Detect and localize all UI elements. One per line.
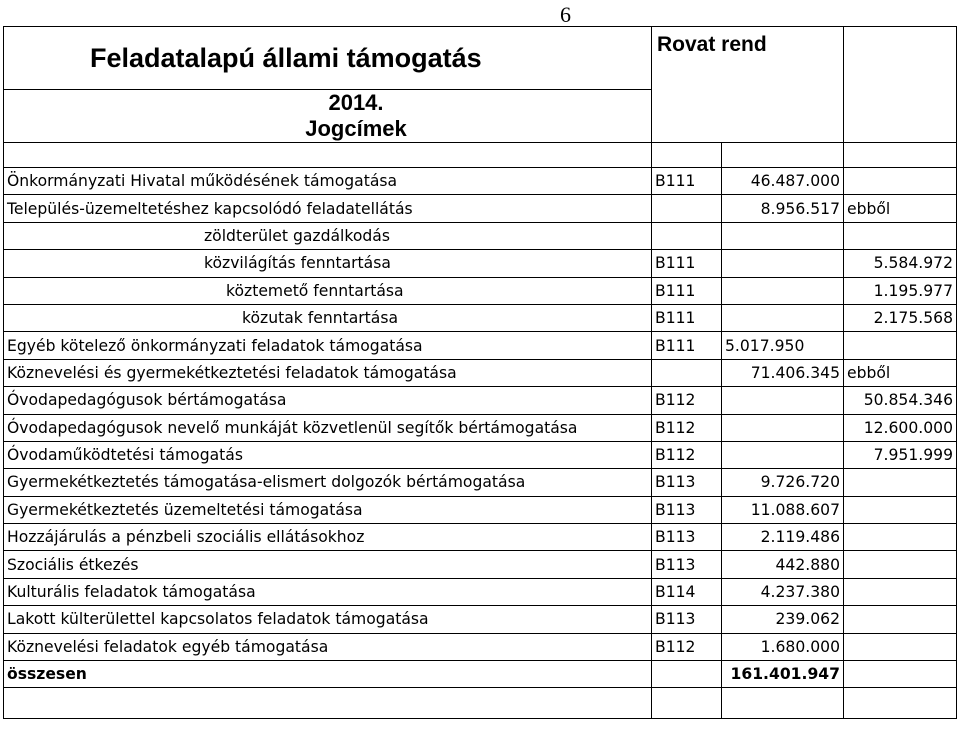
row-sub-amount: 12.600.000 — [844, 414, 957, 441]
row-code: B113 — [652, 469, 722, 496]
row-name: Óvodaműködtetési támogatás — [4, 441, 652, 468]
table-row — [4, 168, 957, 195]
row-name: Lakott külterülettel kapcsolatos feladatok támogatása — [4, 606, 652, 633]
table-row — [4, 222, 957, 249]
row-amount: 4.237.380 — [722, 578, 844, 605]
row-amount: 2.119.486 — [722, 524, 844, 551]
row-sub-amount: 5.584.972 — [844, 250, 957, 277]
row-amount — [722, 441, 844, 468]
row-sub-amount — [844, 469, 957, 496]
table-title: Feladatalapú állami támogatás — [4, 27, 652, 90]
row-sub-amount — [844, 661, 957, 688]
row-sub-amount: 1.195.977 — [844, 277, 957, 304]
row-name: Település-üzemeltetéshez kapcsolódó feladatellátás — [4, 195, 652, 222]
row-amount — [722, 304, 844, 331]
row-amount: 1.680.000 — [722, 633, 844, 660]
row-sub-amount — [844, 606, 957, 633]
table-row — [4, 195, 957, 222]
table-row — [4, 606, 957, 633]
total-label: összesen — [4, 661, 652, 688]
row-name: közvilágítás fenntartása — [4, 250, 652, 277]
row-amount — [722, 250, 844, 277]
row-code: B112 — [652, 441, 722, 468]
table-row — [4, 304, 957, 331]
row-amount: 5.017.950 — [722, 332, 844, 359]
year-label: 2014. — [328, 90, 384, 115]
row-name: zöldterület gazdálkodás — [4, 222, 652, 249]
table-row — [4, 496, 957, 523]
row-code: B112 — [652, 414, 722, 441]
row-sub-amount — [844, 222, 957, 249]
row-amount — [722, 277, 844, 304]
row-amount: 71.406.345 — [722, 359, 844, 386]
table-row — [4, 277, 957, 304]
row-sub-amount: 7.951.999 — [844, 441, 957, 468]
table-row — [4, 633, 957, 660]
row-name: Önkormányzati Hivatal működésének támogatása — [4, 168, 652, 195]
row-code — [652, 359, 722, 386]
row-sub-amount — [844, 551, 957, 578]
row-amount — [722, 387, 844, 414]
row-sub-amount — [844, 578, 957, 605]
row-code: B112 — [652, 387, 722, 414]
table-row — [4, 441, 957, 468]
table-row — [4, 250, 957, 277]
row-name: Óvodapedagógusok nevelő munkáját közvetlenül segítők bértámogatása — [4, 414, 652, 441]
table-row — [4, 551, 957, 578]
row-note: ebből — [844, 195, 957, 222]
empty-row — [4, 688, 957, 719]
table-row — [4, 578, 957, 605]
row-name: Gyermekétkeztetés támogatása-elismert dolgozók bértámogatása — [4, 469, 652, 496]
row-code: B111 — [652, 168, 722, 195]
row-code: B113 — [652, 496, 722, 523]
row-note: ebből — [844, 359, 957, 386]
table-row — [4, 524, 957, 551]
rovat-rend-header: Rovat rend — [652, 27, 844, 143]
row-sub-amount — [844, 168, 957, 195]
row-amount: 9.726.720 — [722, 469, 844, 496]
header-row-title — [4, 27, 957, 90]
row-amount: 239.062 — [722, 606, 844, 633]
total-amount: 161.401.947 — [722, 661, 844, 688]
row-amount: 11.088.607 — [722, 496, 844, 523]
page-number: 6 — [560, 2, 571, 27]
row-sub-amount — [844, 633, 957, 660]
table-row — [4, 469, 957, 496]
table-row — [4, 414, 957, 441]
row-sub-amount — [844, 496, 957, 523]
row-code: B113 — [652, 551, 722, 578]
row-name: Kulturális feladatok támogatása — [4, 578, 652, 605]
row-sub-amount: 50.854.346 — [844, 387, 957, 414]
year-and-label — [4, 90, 652, 143]
row-sub-amount — [844, 524, 957, 551]
row-name: köztemető fenntartása — [4, 277, 652, 304]
row-amount — [722, 414, 844, 441]
row-code: B111 — [652, 304, 722, 331]
table-row — [4, 387, 957, 414]
row-name: Köznevelési és gyermekétkeztetési feladatok támogatása — [4, 359, 652, 386]
row-name: Óvodapedagógusok bértámogatása — [4, 387, 652, 414]
row-name: Egyéb kötelező önkormányzati feladatok támogatása — [4, 332, 652, 359]
row-code — [652, 222, 722, 249]
row-code: B112 — [652, 633, 722, 660]
row-code: B111 — [652, 332, 722, 359]
row-amount: 8.956.517 — [722, 195, 844, 222]
spacer-row — [4, 143, 957, 168]
row-name: Köznevelési feladatok egyéb támogatása — [4, 633, 652, 660]
row-sub-amount: 2.175.568 — [844, 304, 957, 331]
row-amount — [722, 222, 844, 249]
total-row — [4, 661, 957, 688]
row-code: B113 — [652, 524, 722, 551]
jogcimek-label: Jogcímek — [305, 116, 407, 141]
row-code — [652, 195, 722, 222]
row-code: B113 — [652, 606, 722, 633]
table-row — [4, 332, 957, 359]
row-code — [652, 661, 722, 688]
support-table — [3, 26, 957, 719]
row-name: közutak fenntartása — [4, 304, 652, 331]
row-code: B114 — [652, 578, 722, 605]
row-amount: 46.487.000 — [722, 168, 844, 195]
row-name: Hozzájárulás a pénzbeli szociális ellátásokhoz — [4, 524, 652, 551]
header-empty-cell — [844, 27, 957, 143]
row-code: B111 — [652, 277, 722, 304]
row-code: B111 — [652, 250, 722, 277]
row-name: Szociális étkezés — [4, 551, 652, 578]
row-sub-amount — [844, 332, 957, 359]
row-name: Gyermekétkeztetés üzemeltetési támogatása — [4, 496, 652, 523]
row-amount: 442.880 — [722, 551, 844, 578]
table-row — [4, 359, 957, 386]
